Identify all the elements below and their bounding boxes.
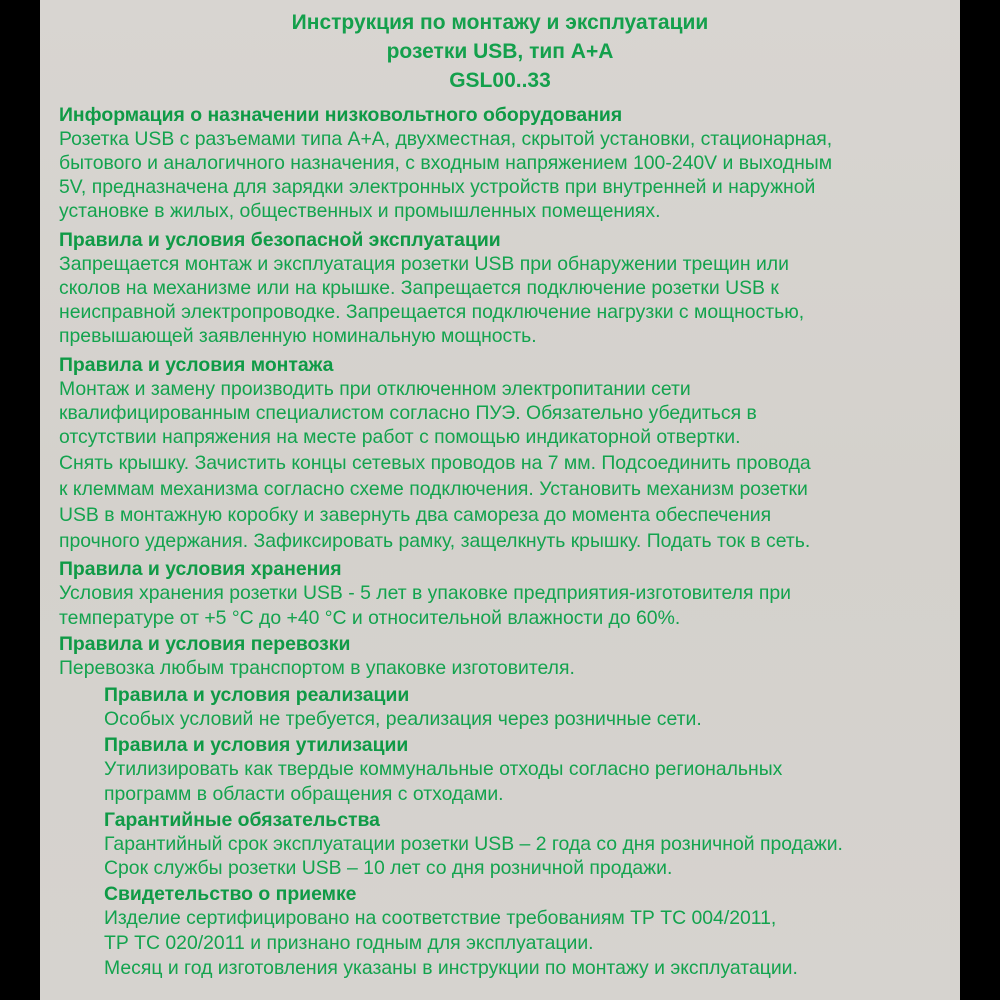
document-model-number: GSL00..33 — [449, 69, 551, 92]
section-text-line: неисправной электропроводке. Запрещается подключение нагрузки с мощностью, — [59, 301, 805, 323]
section-heading-disposal: Правила и условия утилизации — [104, 734, 409, 756]
section-text-line: бытового и аналогичного назначения, с входным напряжением 100-240V и выходным — [59, 152, 833, 174]
section-heading-sales: Правила и условия реализации — [104, 684, 410, 706]
section-text-line: 5V, предназначена для зарядки электронных устройств при внутренней и наружной — [59, 176, 816, 198]
section-heading-warranty: Гарантийные обязательства — [104, 809, 380, 831]
section-heading-purpose: Информация о назначении низковольтного оборудования — [59, 104, 623, 126]
section-text-line: сколов на механизме или на крышке. Запрещается подключение розетки USB к — [59, 277, 779, 299]
section-text-line: Перевозка любым транспортом в упаковке изготовителя. — [59, 657, 575, 679]
section-text-line: Снять крышку. Зачистить концы сетевых проводов на 7 мм. Подсоединить провода — [59, 452, 811, 474]
instruction-document — [40, 0, 960, 1000]
section-text-line: Изделие сертифицировано на соответствие требованиям ТР ТС 004/2011, — [104, 907, 777, 929]
section-text-line: Месяц и год изготовления указаны в инструкции по монтажу и эксплуатации. — [104, 957, 798, 979]
section-heading-transportation: Правила и условия перевозки — [59, 633, 351, 655]
document-title-line-1: Инструкция по монтажу и эксплуатации — [291, 11, 709, 34]
section-text-line: прочного удержания. Зафиксировать рамку, защелкнуть крышку. Подать ток в сеть. — [59, 530, 811, 552]
section-text-line: к клеммам механизма согласно схеме подключения. Установить механизм розетки — [59, 478, 808, 500]
section-heading-acceptance-certificate: Свидетельство о приемке — [104, 883, 357, 905]
section-text-line: Розетка USB с разъемами типа A+A, двухместная, скрытой установки, стационарная, — [59, 128, 833, 150]
section-text-line: квалифицированным специалистом согласно ПУЭ. Обязательно убедиться в — [59, 402, 757, 424]
section-text-line: температуре от +5 °С до +40 °С и относительной влажности до 60%. — [59, 607, 681, 629]
section-text-line: установке в жилых, общественных и промышленных помещениях. — [59, 200, 661, 222]
section-text-line: Особых условий не требуется, реализация через розничные сети. — [104, 708, 702, 730]
section-text-line: Монтаж и замену производить при отключенном электропитании сети — [59, 378, 691, 400]
section-text-line: отсутствии напряжения на месте работ с помощью индикаторной отвертки. — [59, 426, 741, 448]
document-page — [40, 0, 960, 1000]
section-heading-storage: Правила и условия хранения — [59, 558, 342, 580]
section-text-line: превышающей заявленную номинальную мощность. — [59, 325, 537, 347]
section-text-line: программ в области обращения с отходами. — [104, 783, 504, 805]
section-heading-installation: Правила и условия монтажа — [59, 354, 334, 376]
section-text-line: Гарантийный срок эксплуатации розетки USB – 2 года со дня розничной продажи. — [104, 833, 843, 855]
section-text-line: ТР ТС 020/2011 и признано годным для эксплуатации. — [104, 932, 594, 954]
section-text-line: Условия хранения розетки USB - 5 лет в упаковке предприятия-изготовителя при — [59, 582, 791, 604]
section-heading-safe-operation: Правила и условия безопасной эксплуатации — [59, 229, 501, 251]
section-text-line: Срок службы розетки USB – 10 лет со дня розничной продажи. — [104, 857, 673, 879]
section-text-line: USB в монтажную коробку и завернуть два самореза до момента обеспечения — [59, 504, 772, 526]
section-text-line: Запрещается монтаж и эксплуатация розетки USB при обнаружении трещин или — [59, 253, 789, 275]
section-text-line: Утилизировать как твердые коммунальные отходы согласно региональных — [104, 758, 783, 780]
document-title-line-2: розетки USB, тип A+A — [386, 40, 614, 63]
